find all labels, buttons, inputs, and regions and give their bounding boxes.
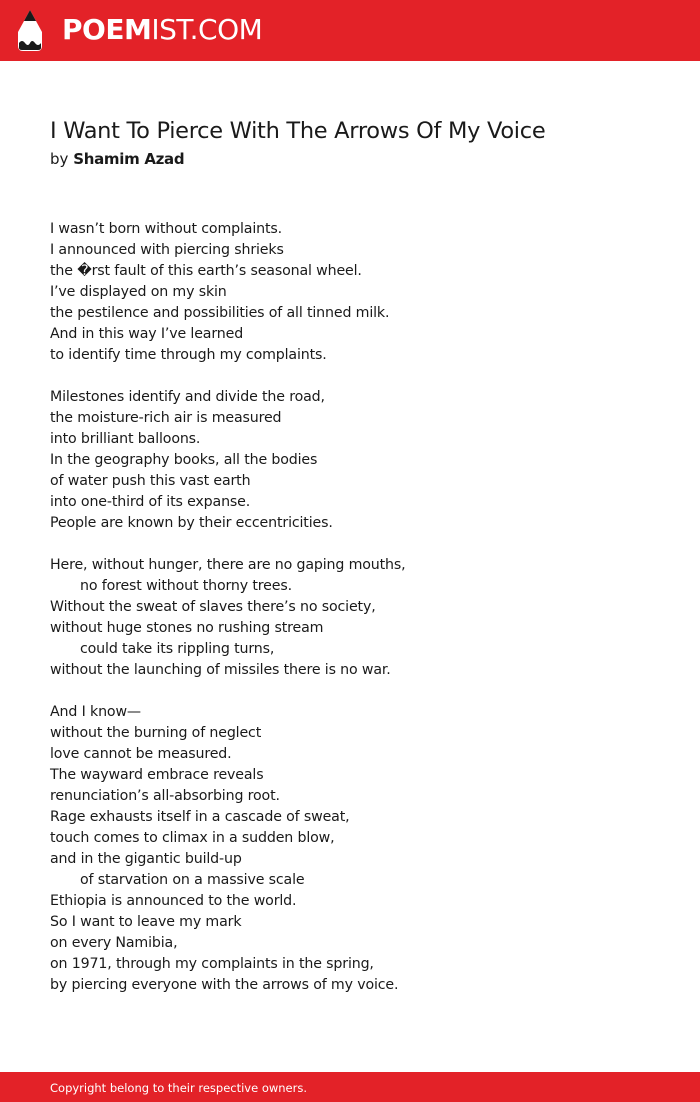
poem-line: Rage exhausts itself in a cascade of sweat, [50,809,350,825]
poem-line: without the launching of missiles there is no war. [50,662,391,678]
poem-line: I’ve displayed on my skin [50,284,227,300]
poem-line: Ethiopia is announced to the world. [50,893,297,909]
poem-line: Here, without hunger, there are no gaping mouths, [50,557,406,573]
poem-line: on 1971, through my complaints in the spring, [50,956,374,972]
poem-line: Without the sweat of slaves there’s no society, [50,599,376,615]
poem-stanza [50,702,670,996]
poem-line: I wasn’t born without complaints. [50,221,282,237]
poem-line: on every Namibia, [50,935,178,951]
logo-light-text: IST.COM [151,13,263,46]
poem-title: I Want To Pierce With The Arrows Of My Voice [50,118,546,144]
site-footer [0,1072,700,1102]
poem-line: could take its rippling turns, [80,641,275,657]
poem-line: People are known by their eccentricities. [50,515,333,531]
poem-line: into one-third of its expanse. [50,494,251,510]
poem-line: Milestones identify and divide the road, [50,389,325,405]
poem-line: renunciation’s all-absorbing root. [50,788,280,804]
poem-line: love cannot be measured. [50,746,232,762]
poem-line: touch comes to climax in a sudden blow, [50,830,335,846]
poem-line: to identify time through my complaints. [50,347,327,363]
site-header [0,0,700,61]
poem-line: And in this way I’ve learned [50,326,244,342]
poem-line: The wayward embrace reveals [50,767,264,783]
poem-line: of water push this vast earth [50,473,251,489]
by-label: by [50,150,69,168]
poem-line: the pestilence and possibilities of all tinned milk. [50,305,390,321]
poem-line: of starvation on a massive scale [80,872,305,888]
pencil-icon[interactable] [17,10,43,51]
poem-body [50,219,670,1017]
poem-stanza [50,387,670,534]
site-logo[interactable] [62,12,262,48]
poem-line: without the burning of neglect [50,725,262,741]
poem-line: In the geography books, all the bodies [50,452,318,468]
poem-line: the moisture-rich air is measured [50,410,282,426]
poem-line: the �rst fault of this earth’s seasonal wheel. [50,263,362,279]
poem-stanza [50,555,670,681]
poem-line: And I know— [50,704,141,720]
poem-line: I announced with piercing shrieks [50,242,284,258]
poem-byline [50,148,184,170]
poem-line: no forest without thorny trees. [80,578,292,594]
poem-author: Shamim Azad [73,150,185,168]
poem-line: without huge stones no rushing stream [50,620,324,636]
poem-line: into brilliant balloons. [50,431,201,447]
poem-line: and in the gigantic build-up [50,851,242,867]
poem-stanza [50,219,670,366]
copyright-text: Copyright belong to their respective owners. [50,1081,308,1095]
logo-bold-text: POEM [62,13,152,46]
poem-line: So I want to leave my mark [50,914,242,930]
poem-line: by piercing everyone with the arrows of my voice. [50,977,399,993]
